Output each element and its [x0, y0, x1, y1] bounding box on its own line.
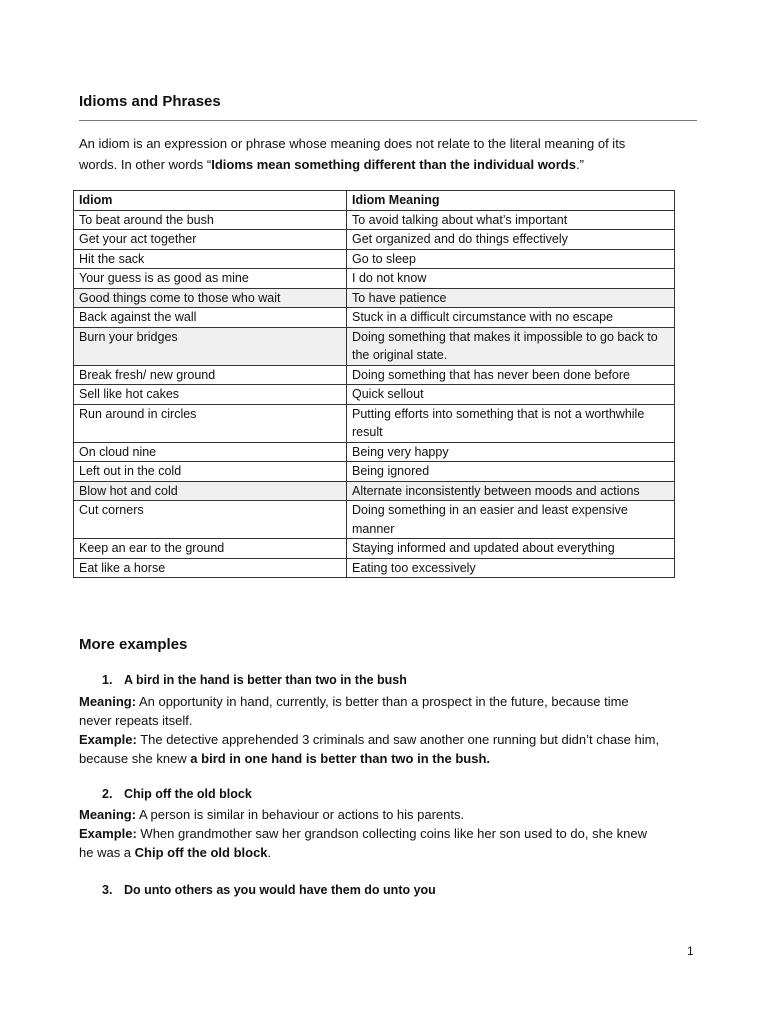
idiom-cell: Blow hot and cold: [74, 481, 347, 501]
table-row: [74, 230, 675, 250]
idiom-cell: Break fresh/ new ground: [74, 365, 347, 385]
meaning-cell: Being very happy: [347, 442, 675, 462]
table-header-meaning: Idiom Meaning: [347, 191, 675, 211]
table-header-row: [74, 191, 675, 211]
meaning-cell: Staying informed and updated about everything: [347, 539, 675, 559]
intro-line-2: [79, 154, 697, 175]
table-row: [74, 462, 675, 482]
example-2-meaning-line-1: [79, 805, 699, 824]
intro-line-2-suffix: .”: [575, 157, 584, 172]
idiom-cell: Eat like a horse: [74, 558, 347, 578]
page-number: 1: [687, 944, 694, 958]
example-3-title-text: Do unto others as you would have them do unto you: [124, 883, 436, 897]
example-1-body: [79, 692, 699, 768]
idiom-cell: Sell like hot cakes: [74, 385, 347, 405]
example-2-meaning-text: A person is similar in behaviour or actions to his parents.: [136, 807, 465, 822]
intro-paragraph: [79, 133, 697, 175]
meaning-cell: To have patience: [347, 288, 675, 308]
example-2-example-line-2-bold: Chip off the old block: [134, 845, 268, 860]
example-2-example-line-2-suffix: .: [267, 845, 272, 860]
example-2-number: 2.: [102, 787, 113, 801]
example-2-example-text: When grandmother saw her grandson collecting coins like her son used to do, she knew: [136, 826, 647, 841]
example-2-example-label: Example:: [79, 826, 137, 841]
table-row: [74, 404, 675, 442]
example-1-example-line-2-prefix: because she knew: [79, 751, 191, 766]
example-1-number: 1.: [102, 673, 113, 687]
idiom-cell: To beat around the bush: [74, 210, 347, 230]
table-row: [74, 481, 675, 501]
table-row: [74, 365, 675, 385]
example-2-title-text: Chip off the old block: [124, 787, 252, 801]
table-row: [74, 558, 675, 578]
meaning-cell: Alternate inconsistently between moods and actions: [347, 481, 675, 501]
idiom-cell: Good things come to those who wait: [74, 288, 347, 308]
idiom-cell: Burn your bridges: [74, 327, 347, 365]
idiom-cell: Get your act together: [74, 230, 347, 250]
meaning-cell: Get organized and do things effectively: [347, 230, 675, 250]
table-row: [74, 308, 675, 328]
table-row: [74, 442, 675, 462]
idiom-cell: On cloud nine: [74, 442, 347, 462]
meaning-cell: Being ignored: [347, 462, 675, 482]
meaning-cell: To avoid talking about what’s important: [347, 210, 675, 230]
idioms-table: [73, 190, 675, 578]
table-row: [74, 288, 675, 308]
example-1-title-text: A bird in the hand is better than two in the bush: [124, 673, 407, 687]
example-1-meaning-line-1: [79, 692, 699, 711]
table-header-idiom: Idiom: [74, 191, 347, 211]
idiom-cell: Cut corners: [74, 501, 347, 539]
idiom-cell: Left out in the cold: [74, 462, 347, 482]
example-3-title: [102, 883, 436, 897]
page-title: Idioms and Phrases: [79, 93, 221, 110]
example-1-example-line-2-bold: a bird in one hand is better than two in the bush.: [190, 751, 491, 766]
table-row: [74, 249, 675, 269]
example-1-example-text: The detective apprehended 3 criminals and saw another one running but didn’t chase him,: [136, 732, 660, 747]
table-row: [74, 269, 675, 289]
example-1-meaning-text: An opportunity in hand, currently, is better than a prospect in the future, because time: [136, 694, 629, 709]
table-row: [74, 501, 675, 539]
example-2-example-line-1: [79, 824, 699, 843]
example-1-title: [102, 673, 407, 687]
more-examples-heading: More examples: [79, 636, 188, 653]
example-1-example-line-2: [79, 749, 699, 768]
idiom-cell: Run around in circles: [74, 404, 347, 442]
example-1-meaning-label: Meaning:: [79, 694, 137, 709]
intro-line-2-prefix: words. In other words “: [79, 157, 212, 172]
idiom-cell: Back against the wall: [74, 308, 347, 328]
intro-line-2-bold: Idioms mean something different than the individual words: [211, 157, 576, 172]
meaning-cell: Doing something that makes it impossible to go back to the original state.: [347, 327, 675, 365]
idiom-cell: Keep an ear to the ground: [74, 539, 347, 559]
table-row: [74, 327, 675, 365]
intro-line-1: An idiom is an expression or phrase whose meaning does not relate to the literal meaning of its: [79, 136, 626, 151]
meaning-cell: Quick sellout: [347, 385, 675, 405]
example-2-body: [79, 805, 699, 862]
idiom-cell: Your guess is as good as mine: [74, 269, 347, 289]
meaning-cell: I do not know: [347, 269, 675, 289]
idiom-cell: Hit the sack: [74, 249, 347, 269]
example-1-example-label: Example:: [79, 732, 137, 747]
example-2-title: [102, 787, 252, 801]
example-2-example-line-2: [79, 843, 699, 862]
meaning-cell: Go to sleep: [347, 249, 675, 269]
table-row: [74, 539, 675, 559]
idioms-table-body: [74, 191, 675, 578]
meaning-cell: Putting efforts into something that is not a worthwhile result: [347, 404, 675, 442]
example-1-meaning-line-2: never repeats itself.: [79, 713, 193, 728]
table-row: [74, 210, 675, 230]
title-underline: [79, 120, 697, 121]
example-1-example-line-1: [79, 730, 699, 749]
example-3-number: 3.: [102, 883, 113, 897]
meaning-cell: Stuck in a difficult circumstance with no escape: [347, 308, 675, 328]
example-2-meaning-label: Meaning:: [79, 807, 137, 822]
example-2-example-line-2-prefix: he was a: [79, 845, 135, 860]
meaning-cell: Doing something that has never been done before: [347, 365, 675, 385]
meaning-cell: Eating too excessively: [347, 558, 675, 578]
meaning-cell: Doing something in an easier and least expensive manner: [347, 501, 675, 539]
table-row: [74, 385, 675, 405]
